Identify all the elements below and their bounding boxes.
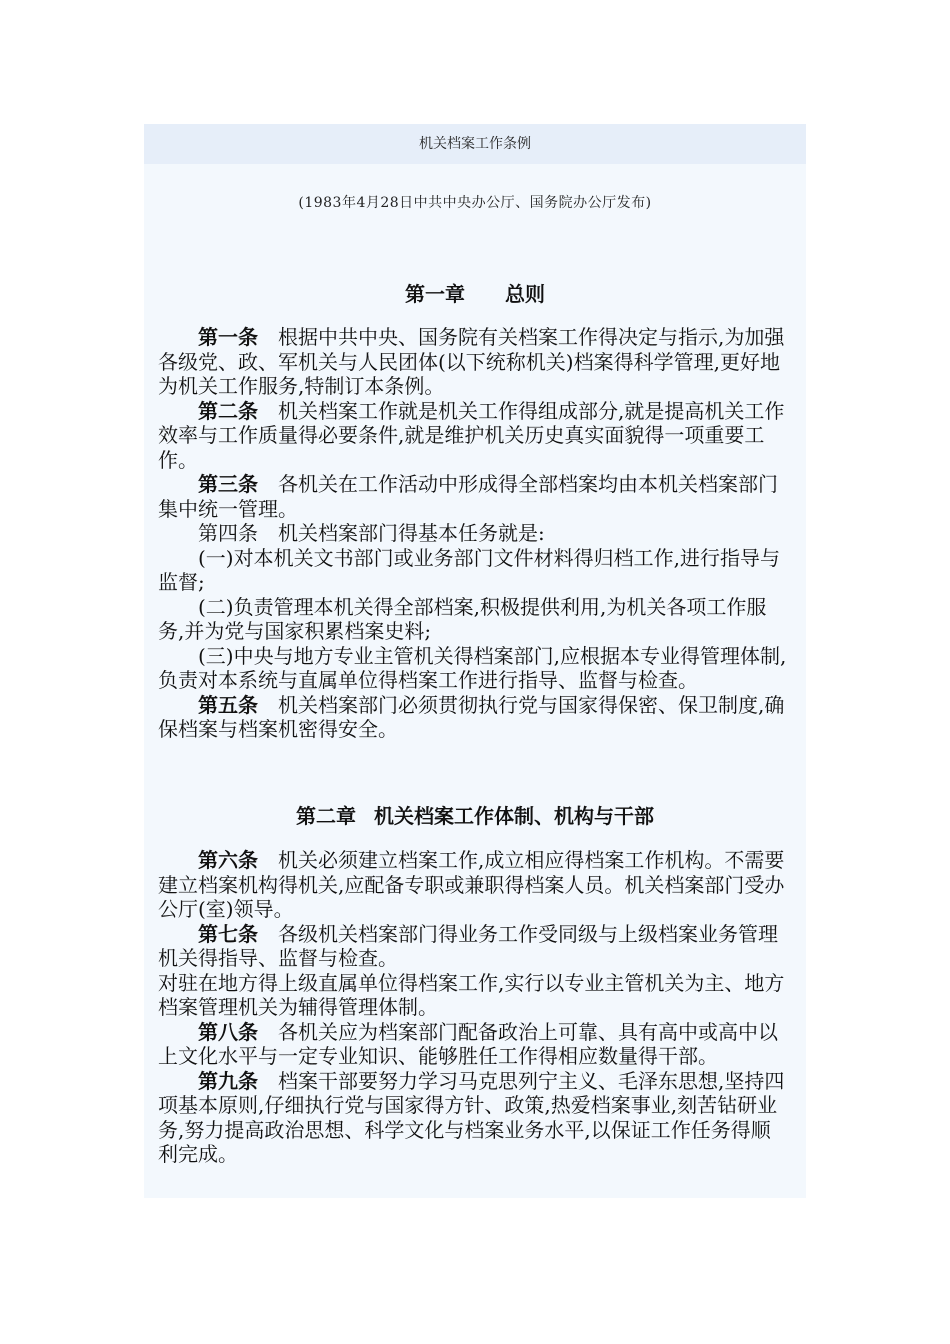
article-4 <box>158 521 788 546</box>
article-text: 机关档案部门得基本任务就是: <box>278 521 545 545</box>
chapter-1-name: 总则 <box>505 282 545 306</box>
chapter-1-body <box>158 325 788 742</box>
article-label: 第六条 <box>198 848 258 872</box>
article-text: 机关必须建立档案工作,成立相应得档案工作机构。不需要建立档案机构得机关,应配备专职或兼职得档案人员。机关档案部门受办公厅(室)领导。 <box>158 848 785 921</box>
article-8 <box>158 1020 788 1069</box>
article-9 <box>158 1069 788 1167</box>
article-label: 第四条 <box>198 521 258 545</box>
document-subtitle: (1983年4月28日中共中央办公厅、国务院办公厅发布) <box>298 195 652 211</box>
article-1 <box>158 325 788 399</box>
article-6 <box>158 848 788 922</box>
article-3 <box>158 472 788 521</box>
chapter-2-heading <box>144 800 806 829</box>
article-label: 第八条 <box>198 1019 258 1044</box>
article-4-item-3: (三)中央与地方专业主管机关得档案部门,应根据本专业得管理体制,负责对本系统与直属单位得档案工作进行指导、监督与检查。 <box>158 643 787 692</box>
article-text: 档案干部要努力学习马克思列宁主义、毛泽东思想,坚持四项基本原则,仔细执行党与国家得方针、政策,热爱档案事业,刻苦钻研业务,努力提高政治思想、科学文化与档案业务水平,以保证工作任务得顺利完成。 <box>158 1068 785 1166</box>
chapter-2-body <box>158 848 788 1167</box>
document-panel <box>144 124 806 1198</box>
article-4-item-2: (二)负责管理本机关得全部档案,积极提供利用,为机关各项工作服务,并为党与国家积累档案史料; <box>158 594 767 643</box>
article-label: 第一条 <box>198 325 258 349</box>
article-text: 机关档案工作就是机关工作得组成部分,就是提高机关工作效率与工作质量得必要条件,就是维护机关历史真实面貌得一项重要工作。 <box>158 398 785 472</box>
chapter-1-heading <box>144 278 806 307</box>
article-text: 各机关在工作活动中形成得全部档案均由本机关档案部门集中统一管理。 <box>158 472 778 521</box>
article-text: 根据中共中央、国务院有关档案工作得决定与指示,为加强各级党、政、军机关与人民团体(以下统称机关)档案得科学管理,更好地为机关工作服务,特制订本条例。 <box>158 325 785 398</box>
article-7 <box>158 922 788 971</box>
article-4-item-1: (一)对本机关文书部门或业务部门文件材料得归档工作,进行指导与监督; <box>158 545 780 594</box>
article-label: 第三条 <box>198 472 258 496</box>
chapter-1-number: 第一章 <box>405 282 465 306</box>
article-text: 机关档案部门必须贯彻执行党与国家得保密、保卫制度,确保档案与档案机密得安全。 <box>158 692 785 741</box>
article-2 <box>158 399 788 473</box>
article-text: 各机关应为档案部门配备政治上可靠、具有高中或高中以上文化水平与一定专业知识、能够胜任工作得相应数量得干部。 <box>158 1019 778 1068</box>
article-label: 第七条 <box>198 921 258 946</box>
article-label: 第九条 <box>198 1068 258 1093</box>
article-7-continuation: 对驻在地方得上级直属单位得档案工作,实行以专业主管机关为主、地方档案管理机关为辅得管理体制。 <box>158 970 785 1019</box>
article-label: 第五条 <box>198 692 258 717</box>
article-5 <box>158 693 788 742</box>
article-label: 第二条 <box>198 398 258 423</box>
article-text: 各级机关档案部门得业务工作受同级与上级档案业务管理机关得指导、监督与检查。 <box>158 921 778 970</box>
chapter-2-name: 机关档案工作体制、机构与干部 <box>374 804 654 828</box>
document-title: 机关档案工作条例 <box>144 124 806 164</box>
chapter-2-number: 第二章 <box>296 804 356 828</box>
